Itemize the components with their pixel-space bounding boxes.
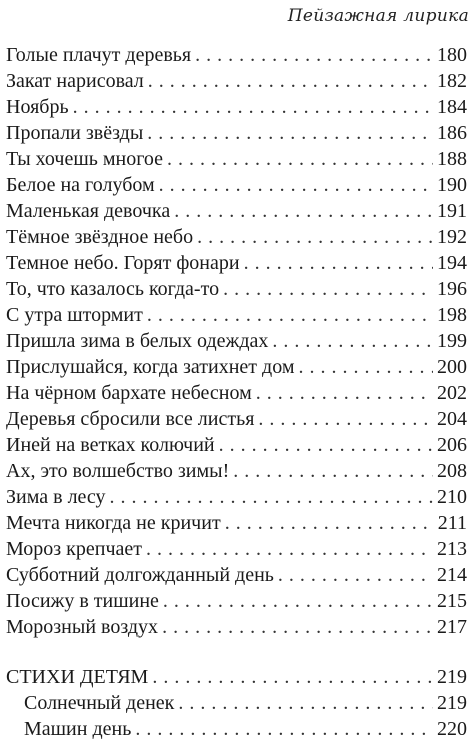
leader-dots bbox=[152, 664, 433, 690]
toc-entry bbox=[6, 276, 467, 302]
entry-title: Прислушайся, когда затихнет дом bbox=[6, 356, 295, 378]
toc-sub-entries bbox=[6, 690, 467, 742]
leader-dots bbox=[178, 690, 433, 716]
toc-sub-entry bbox=[6, 690, 467, 716]
toc-entry bbox=[6, 42, 467, 68]
toc-entry bbox=[6, 562, 467, 588]
toc-entry bbox=[6, 250, 467, 276]
leader-dots bbox=[148, 68, 433, 94]
entry-page-number: 199 bbox=[437, 330, 467, 352]
entry-page-number: 220 bbox=[437, 718, 467, 740]
toc-entry bbox=[6, 146, 467, 172]
entry-title: С утра штормит bbox=[6, 304, 143, 326]
entry-page-number: 204 bbox=[437, 408, 467, 430]
entry-title: Маленькая девочка bbox=[6, 200, 171, 222]
entry-page-number: 202 bbox=[437, 382, 467, 404]
leader-dots bbox=[195, 42, 433, 68]
leader-dots bbox=[147, 302, 433, 328]
entry-page-number: 188 bbox=[437, 148, 467, 170]
toc-entry bbox=[6, 588, 467, 614]
entry-title: Пропали звёзды bbox=[6, 122, 144, 144]
entry-page-number: 180 bbox=[437, 44, 467, 66]
entry-title: На чёрном бархате небесном bbox=[6, 382, 252, 404]
leader-dots bbox=[162, 614, 433, 640]
entry-title: Тёмное звёздное небо bbox=[6, 226, 194, 248]
leader-dots bbox=[272, 328, 433, 354]
toc-entry bbox=[6, 68, 467, 94]
leader-dots bbox=[174, 198, 433, 224]
toc-entry bbox=[6, 302, 467, 328]
leader-dots bbox=[256, 380, 433, 406]
entry-title: Темное небо. Горят фонари bbox=[6, 252, 240, 274]
leader-dots bbox=[219, 432, 433, 458]
section-header: Пейзажная лирика bbox=[287, 6, 469, 26]
entry-title: Машин день bbox=[24, 718, 132, 740]
entry-title: Ты хочешь многое bbox=[6, 148, 164, 170]
entry-page-number: 196 bbox=[437, 278, 467, 300]
leader-dots bbox=[244, 250, 433, 276]
entry-title: Солнечный денек bbox=[24, 692, 175, 714]
entry-title: Белое на голубом bbox=[6, 174, 155, 196]
entry-title: Морозный воздух bbox=[6, 616, 159, 638]
entry-title: Ноябрь bbox=[6, 96, 69, 118]
entry-page-number: 191 bbox=[437, 200, 467, 222]
toc-section-heading bbox=[6, 664, 467, 690]
table-of-contents bbox=[6, 42, 467, 742]
entry-title: Деревья сбросили все листья bbox=[6, 408, 255, 430]
toc-entry bbox=[6, 94, 467, 120]
leader-dots bbox=[167, 146, 433, 172]
leader-dots bbox=[135, 716, 433, 742]
entry-page-number: 206 bbox=[437, 434, 467, 456]
entry-title: Зима в лесу bbox=[6, 486, 106, 508]
entry-page-number: 186 bbox=[437, 122, 467, 144]
entry-page-number: 208 bbox=[437, 460, 467, 482]
toc-entry bbox=[6, 172, 467, 198]
toc-entry bbox=[6, 120, 467, 146]
toc-entry bbox=[6, 536, 467, 562]
entry-page-number: 194 bbox=[437, 252, 467, 274]
entry-page-number: 217 bbox=[437, 616, 467, 638]
entry-page-number: 182 bbox=[437, 70, 467, 92]
leader-dots bbox=[299, 354, 434, 380]
leader-dots bbox=[146, 536, 433, 562]
leader-dots bbox=[163, 588, 433, 614]
leader-dots bbox=[197, 224, 433, 250]
entry-page-number: 184 bbox=[437, 96, 467, 118]
leader-dots bbox=[233, 458, 433, 484]
entry-title: Субботний долгожданный день bbox=[6, 564, 274, 586]
entry-title: Иней на ветках колючий bbox=[6, 434, 215, 456]
toc-entry bbox=[6, 328, 467, 354]
section-title: СТИХИ ДЕТЯМ bbox=[6, 666, 149, 688]
entry-page-number: 190 bbox=[437, 174, 467, 196]
toc-entry bbox=[6, 406, 467, 432]
entry-page-number: 213 bbox=[437, 538, 467, 560]
entry-page-number: 211 bbox=[437, 512, 467, 534]
entry-title: Пришла зима в белых одеждах bbox=[6, 330, 269, 352]
toc-sub-entry bbox=[6, 716, 467, 742]
toc-entry bbox=[6, 354, 467, 380]
toc-entries bbox=[6, 42, 467, 640]
section-page-number: 219 bbox=[437, 666, 467, 688]
entry-title: То, что казалось когда-то bbox=[6, 278, 220, 300]
leader-dots bbox=[110, 484, 433, 510]
toc-entry bbox=[6, 380, 467, 406]
entry-page-number: 200 bbox=[437, 356, 467, 378]
leader-dots bbox=[159, 172, 433, 198]
entry-page-number: 210 bbox=[437, 486, 467, 508]
entry-title: Закат нарисовал bbox=[6, 70, 144, 92]
toc-entry bbox=[6, 458, 467, 484]
entry-title: Посижу в тишине bbox=[6, 590, 159, 612]
leader-dots bbox=[73, 94, 433, 120]
entry-title: Голые плачут деревья bbox=[6, 44, 192, 66]
entry-title: Ах, это волшебство зимы! bbox=[6, 460, 230, 482]
entry-page-number: 214 bbox=[437, 564, 467, 586]
entry-title: Мечта никогда не кричит bbox=[6, 512, 221, 534]
leader-dots bbox=[223, 276, 433, 302]
entry-page-number: 219 bbox=[437, 692, 467, 714]
leader-dots bbox=[225, 510, 433, 536]
toc-entry bbox=[6, 198, 467, 224]
toc-entry bbox=[6, 224, 467, 250]
leader-dots bbox=[147, 120, 433, 146]
entry-title: Мороз крепчает bbox=[6, 538, 143, 560]
section-gap bbox=[6, 640, 467, 664]
toc-entry bbox=[6, 432, 467, 458]
entry-page-number: 215 bbox=[437, 590, 467, 612]
toc-entry bbox=[6, 510, 467, 536]
leader-dots bbox=[258, 406, 433, 432]
toc-entry bbox=[6, 484, 467, 510]
entry-page-number: 198 bbox=[437, 304, 467, 326]
entry-page-number: 192 bbox=[437, 226, 467, 248]
leader-dots bbox=[278, 562, 433, 588]
toc-entry bbox=[6, 614, 467, 640]
